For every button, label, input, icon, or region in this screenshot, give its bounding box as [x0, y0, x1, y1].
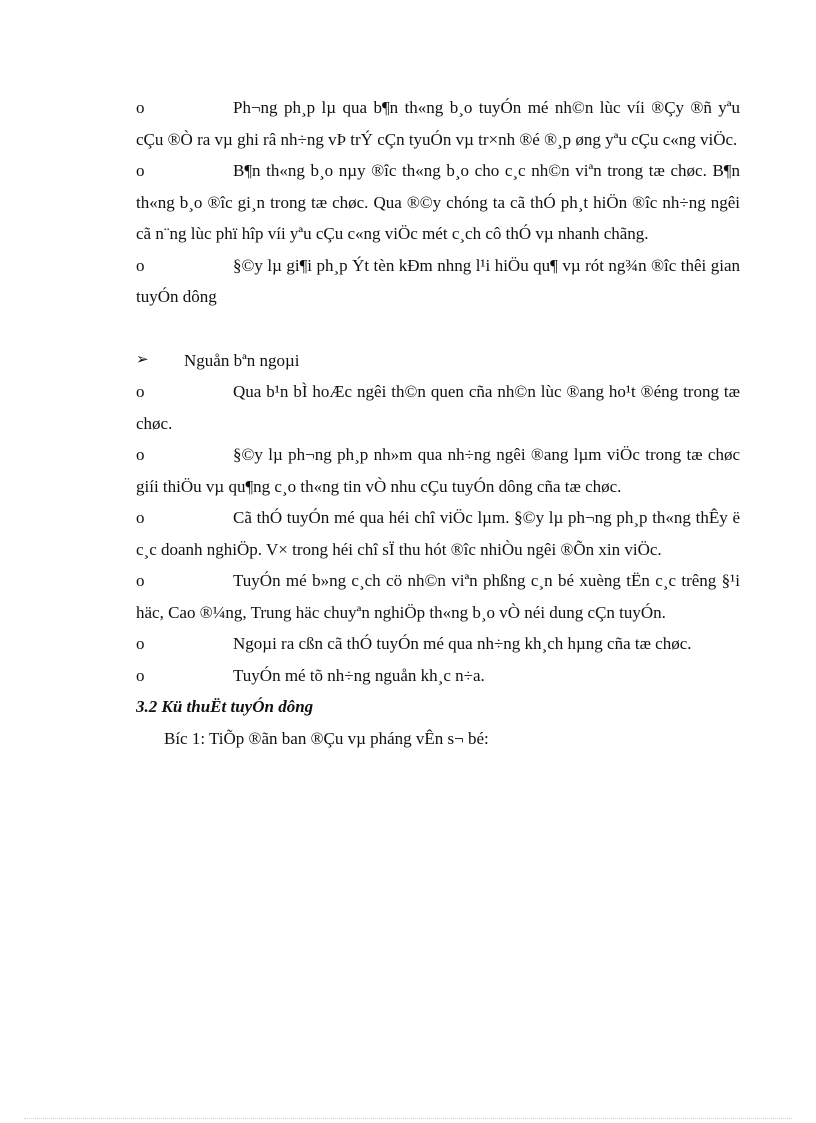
circle-bullet-icon: o — [136, 382, 145, 401]
arrow-bullet-icon: ➢ — [136, 351, 149, 368]
paragraph-text: Qua b¹n bÌ hoÆc ngêi th©n quen cña nh©n lùc ®ang ho¹t ®éng trong tæ chøc. — [136, 382, 740, 433]
section-subheading — [136, 345, 740, 377]
spacer — [136, 313, 740, 345]
circle-bullet-icon: o — [136, 98, 145, 117]
section-heading: 3.2 Kü thuËt tuyÓn dông — [136, 697, 314, 716]
circle-bullet-icon: o — [136, 634, 145, 653]
paragraph-text: Ph¬ng ph¸p lµ qua b¶n th«ng b¸o tuyÓn mé nh©n lùc víi ®Çy ®ñ yªu cÇu ®Ò ra vµ ghi râ nh÷ng vÞ trÝ cÇn tyuÓn vµ tr×nh ®é ®¸p øng yªu cÇu c«ng viÖc. — [136, 98, 740, 149]
circle-bullet-icon: o — [136, 255, 145, 275]
subheading-text: Nguån bªn ngoµi — [184, 350, 300, 370]
bullet-paragraph — [136, 155, 740, 250]
paragraph-text: TuyÓn mé b»ng c¸ch cö nh©n viªn phßng c¸n bé xuèng tËn c¸c trêng §¹i häc, Cao ®¼ng, Trung häc chuyªn nghiÖp th«ng b¸o vÒ néi dung cÇn tuyÓn. — [136, 571, 740, 622]
paragraph-text: Cã thÓ tuyÓn mé qua héi chî viÖc lµm. §©y lµ ph¬ng ph¸p th«ng thÊy ë c¸c doanh nghiÖp. V× trong héi chî sÏ thu hót ®îc nhiÒu ngêi ®Õn xin viÖc. — [136, 508, 740, 559]
circle-bullet-icon: o — [136, 665, 145, 685]
bullet-paragraph — [136, 250, 740, 313]
circle-bullet-icon: o — [136, 445, 145, 464]
bullet-paragraph — [136, 439, 740, 502]
paragraph-text: Ngoµi ra cßn cã thÓ tuyÓn mé qua nh÷ng kh¸ch hµng cña tæ chøc. — [233, 634, 692, 653]
paragraph-text: §©y lµ gi¶i ph¸p Ýt tèn kÐm nhng l¹i hiÖu qu¶ vµ rót ng¾n ®îc thêi gian tuyÓn dông — [136, 255, 740, 306]
circle-bullet-icon: o — [136, 508, 145, 527]
bullet-paragraph — [136, 660, 740, 692]
step-line: Bíc 1: TiÕp ®ãn ban ®Çu vµ pháng vÊn s¬ bé: — [164, 728, 489, 748]
document-body — [136, 92, 740, 754]
bullet-paragraph — [136, 502, 740, 565]
bullet-paragraph — [136, 376, 740, 439]
bullet-paragraph — [136, 565, 740, 628]
paragraph-text: B¶n th«ng b¸o nµy ®îc th«ng b¸o cho c¸c nh©n viªn trong tæ chøc. B¶n th«ng b¸o ®îc gi¸n trong tæ chøc. Qua ®©y chóng ta cã thÓ ph¸t hiÖn ®îc nh÷ng ngêi cã n¨ng lùc phï hîp víi yªu cÇu c«ng viÖc mét c¸ch cô thÓ vµ nhanh chãng. — [136, 161, 740, 243]
page-footer-divider — [24, 1118, 792, 1119]
paragraph-text: TuyÓn mé tõ nh÷ng nguån kh¸c n÷a. — [233, 665, 485, 685]
paragraph-text: §©y lµ ph¬ng ph¸p nh»m qua nh÷ng ngêi ®ang lµm viÖc trong tæ chøc giíi thiÖu vµ qu¶ng c¸o th«ng tin vÒ nhu cÇu tuyÓn dông cña tæ chøc. — [136, 445, 740, 496]
bullet-paragraph — [136, 628, 740, 660]
circle-bullet-icon: o — [136, 161, 145, 180]
bullet-paragraph — [136, 92, 740, 155]
circle-bullet-icon: o — [136, 571, 145, 590]
